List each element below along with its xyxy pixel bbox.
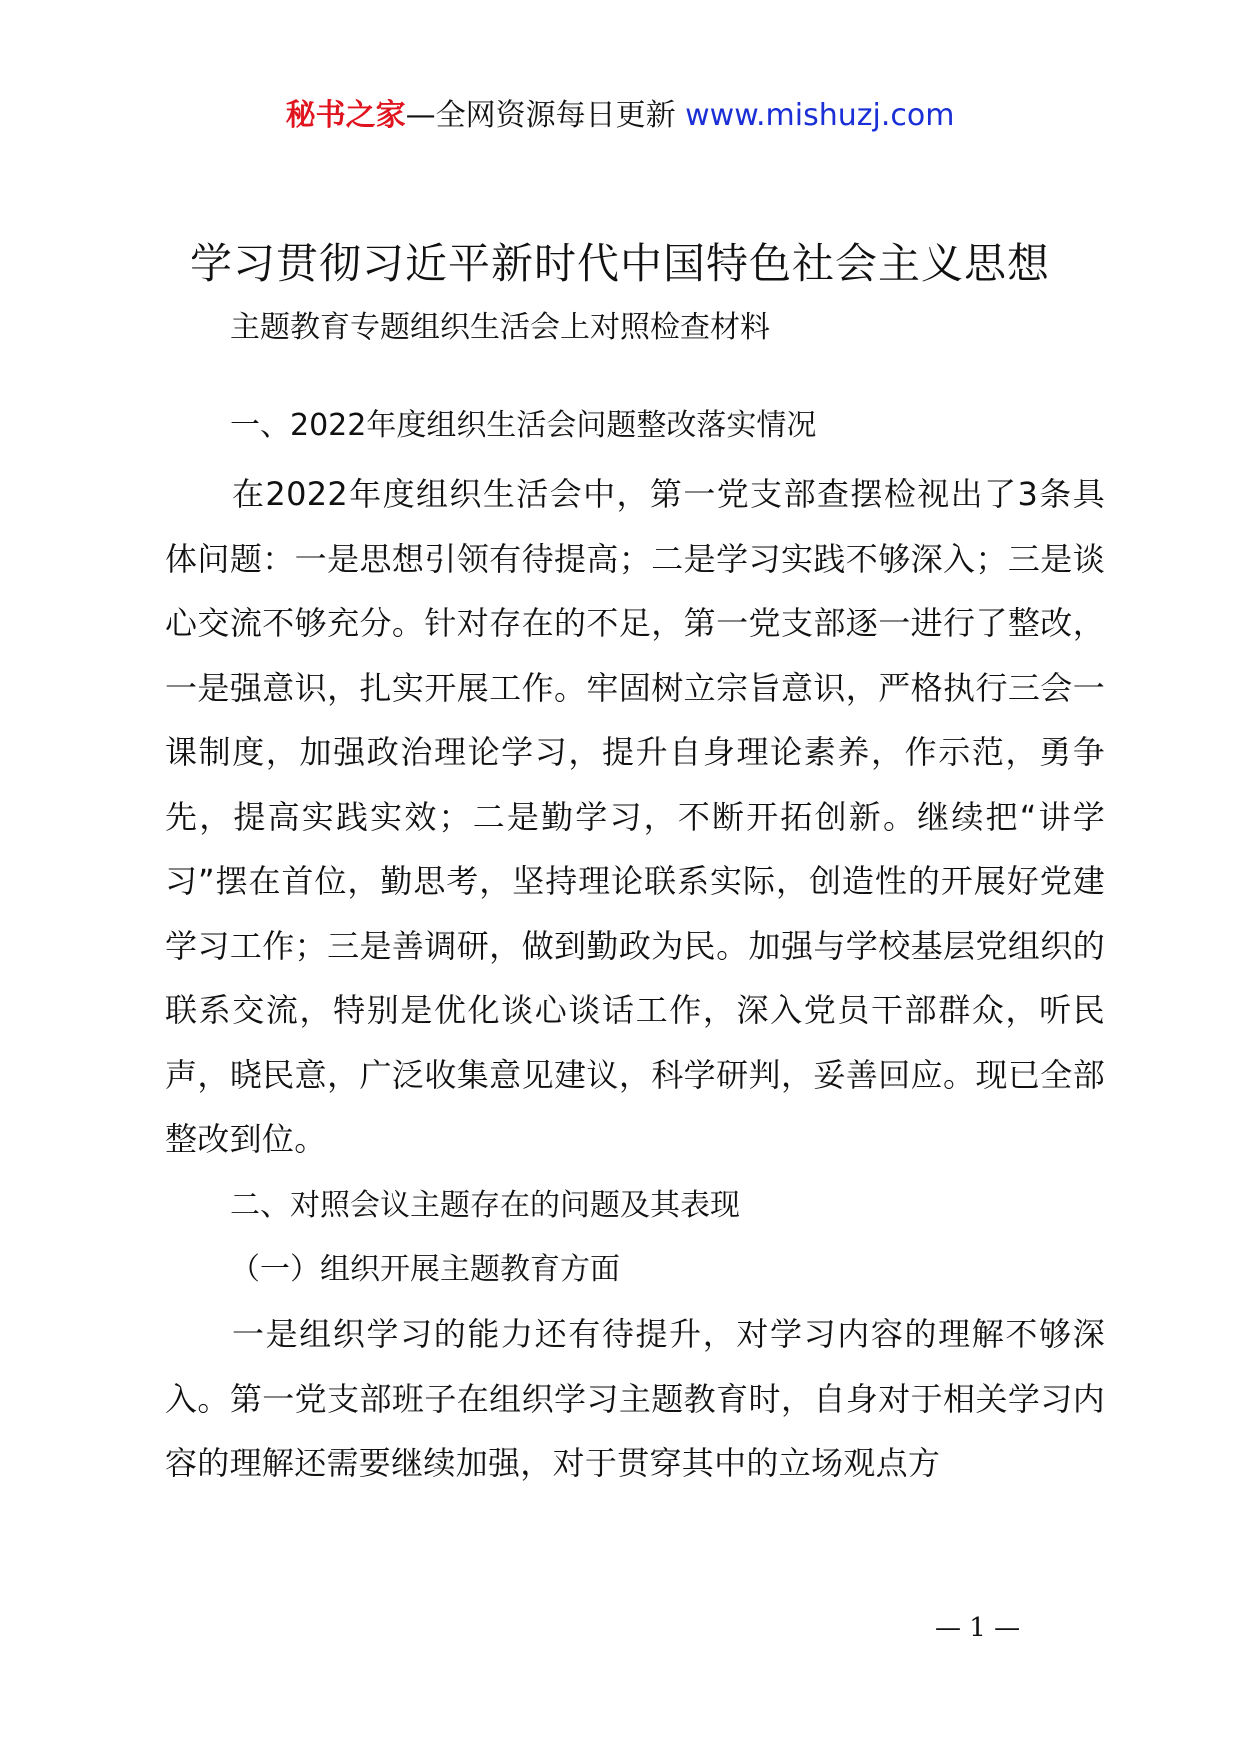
subsection-1-heading: （一）组织开展主题教育方面 [230,1252,620,1287]
subsection-1-paragraph: 一是组织学习的能力还有待提升，对学习内容的理解不够深入。第一党支部班子在组织学习主题教育时，自身对于相关学习内容的理解还需要继续加强，对于贯穿其中的立场观点方 [165,1315,1105,1482]
section-1-paragraph: 在2022年度组织生活会中，第一党支部查摆检视出了3条具体问题：一是思想引领有待提高；二是学习实践不够深入；三是谈心交流不够充分。针对存在的不足，第一党支部逐一进行了整改，一是强意识，扎实开展工作。牢固树立宗旨意识，严格执行三会一课制度，加强政治理论学习，提升自身理论素养，作示范，勇争先，提高实践实效；二是勤学习，不断开拓创新。继续把“讲学习”摆在首位，勤思考，坚持理论联系实际，创造性的开展好党建学习工作；三是善调研，做到勤政为民。加强与学校基层党组织的联系交流，特别是优化谈心谈话工作，深入党员干部群众，听民声，晓民意，广泛收集意见建议，科学研判，妥善回应。现已全部整改到位。 [165,475,1105,1158]
page-number: — 1 — [935,1613,1021,1643]
section-1-heading: 一、2022年度组织生活会问题整改落实情况 [230,408,817,443]
site-watermark-header [0,96,1240,136]
document-subtitle: 主题教育专题组织生活会上对照检查材料 [230,310,770,345]
site-brand: 秘书之家 [285,98,406,133]
section-2-heading: 二、对照会议主题存在的问题及其表现 [230,1188,740,1223]
document-title: 学习贯彻习近平新时代中国特色社会主义思想 [189,239,1050,288]
site-url-link[interactable]: www.mishuzj.com [685,98,955,133]
site-tagline: —全网资源每日更新 [405,98,686,133]
